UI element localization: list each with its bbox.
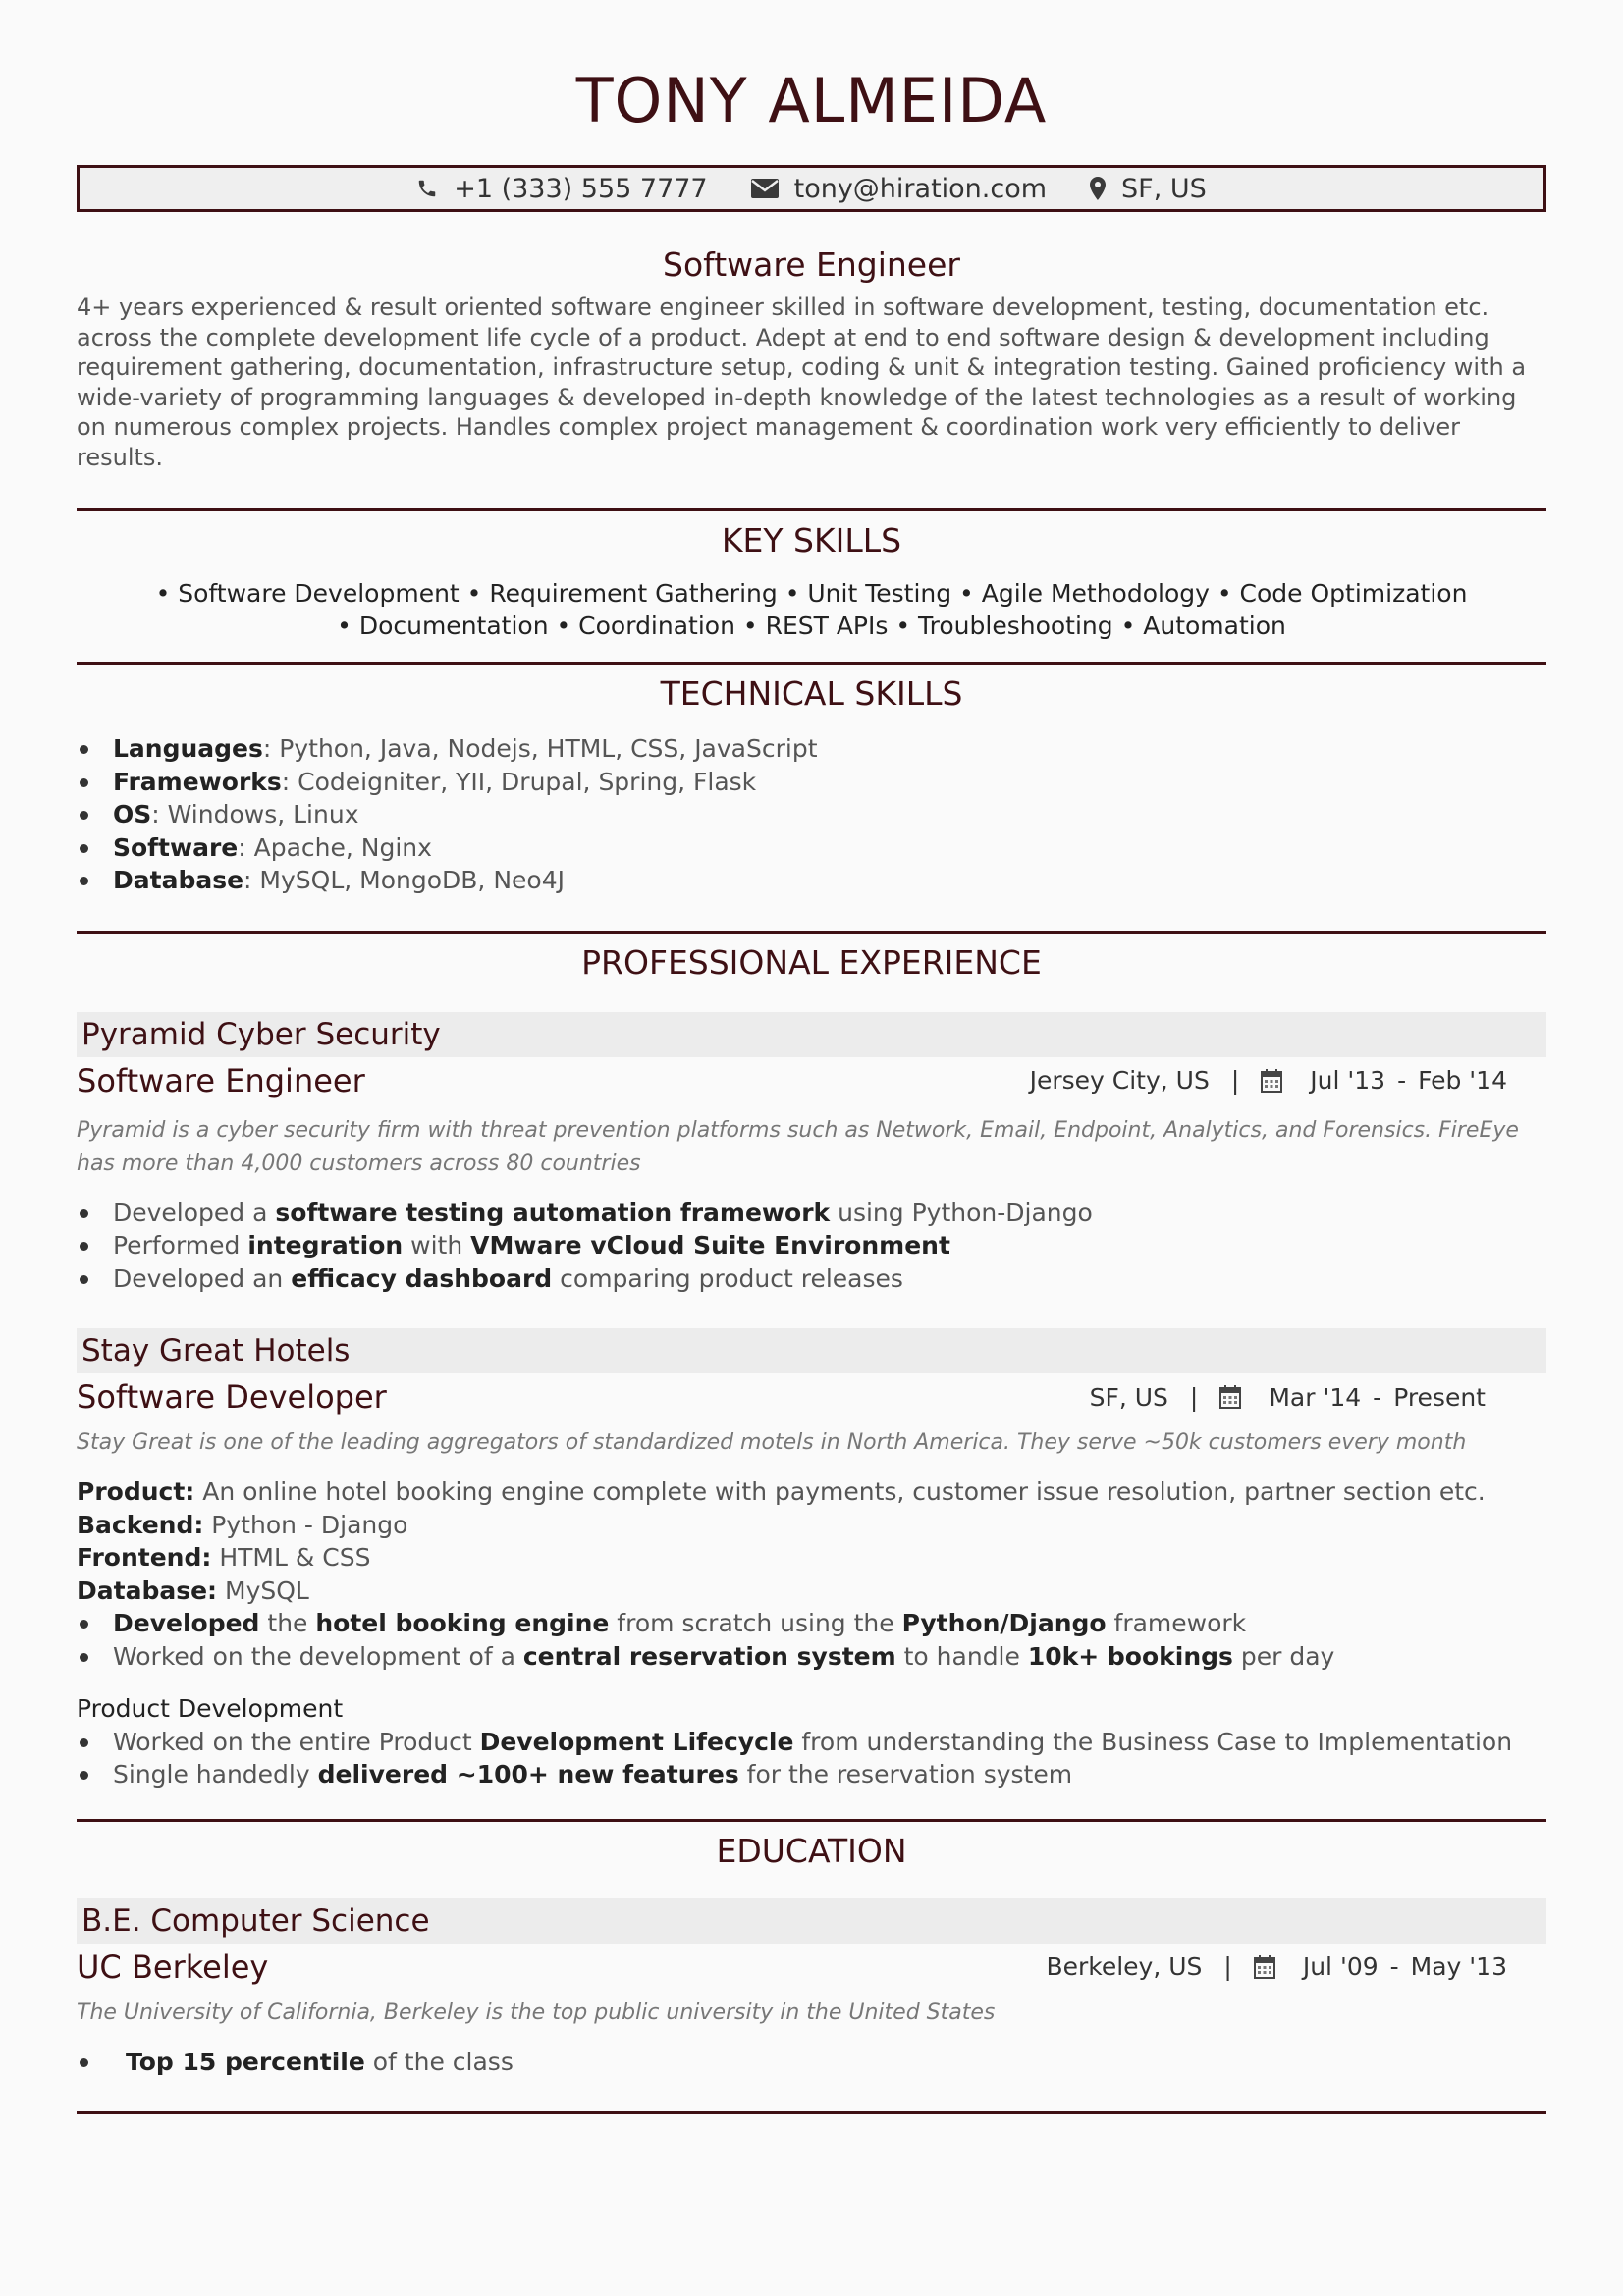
pipe-separator: | (1230, 1066, 1240, 1095)
section-divider (77, 508, 1546, 511)
list-item: Developed an efficacy dashboard comparing product releases (77, 1262, 1546, 1296)
pipe-separator: | (1189, 1382, 1199, 1412)
section-divider (77, 2111, 1546, 2114)
list-item: Single handedly delivered ~100+ new features for the reservation system (77, 1758, 1546, 1791)
contact-bar (77, 165, 1546, 212)
job-bullets (77, 1726, 1546, 1791)
role-row (77, 1057, 1546, 1104)
key-skills-list (77, 577, 1546, 642)
date-start: Mar '14 (1269, 1382, 1362, 1412)
section-divider (77, 931, 1546, 934)
key-skills-line: • Software Development • Requirement Gathering • Unit Testing • Agile Methodology • Code Optimization (155, 579, 1468, 608)
summary: 4+ years experienced & result oriented software engineer skilled in software development, testing, documentation etc. across the complete development life cycle of a product. Adept at end to end software design & development including requirement gathering, documentation, infrastructure setup, coding & unit & integration testing. Gained proficiency with a wide-variety of programming languages & developed in-depth knowledge of the latest technologies as a result of working on numerous complex projects. Handles complex project management & coordination work very efficiently to deliver results. (77, 294, 1527, 471)
section-divider (77, 1819, 1546, 1822)
detail-database: Database: MySQL (77, 1575, 309, 1605)
role-location: SF, US (1089, 1382, 1168, 1412)
school-location: Berkeley, US (1046, 1952, 1203, 1981)
envelope-icon (751, 179, 779, 198)
education-bullets (77, 2046, 1546, 2079)
date-end: May '13 (1410, 1952, 1507, 1981)
calendar-icon (1219, 1385, 1241, 1409)
company-bar: Pyramid Cyber Security (77, 1012, 1546, 1057)
job-bullets (77, 1197, 1546, 1296)
role-row (77, 1373, 1546, 1420)
pipe-separator: | (1223, 1952, 1232, 1981)
school-meta (1046, 1952, 1546, 1981)
technical-skills-list (77, 732, 1546, 897)
company-description: Pyramid is a cyber security firm with threat prevention platforms such as Network, Email, Endpoint, Analytics, and Forensics. FireEye has more than 4,000 customers across 80 countries (77, 1117, 1519, 1176)
list-item: OS: Windows, Linux (77, 798, 1546, 831)
date-start: Jul '13 (1310, 1066, 1386, 1095)
calendar-icon (1254, 1955, 1275, 1979)
list-item: Languages: Python, Java, Nodejs, HTML, CSS, JavaScript (77, 732, 1546, 766)
date-end: Present (1393, 1382, 1486, 1412)
map-marker-icon (1090, 177, 1106, 200)
technical-skills-title: TECHNICAL SKILLS (660, 674, 963, 713)
key-skills-line: • Documentation • Coordination • REST APIs • Troubleshooting • Automation (337, 612, 1286, 640)
key-skills-title: KEY SKILLS (721, 521, 902, 560)
role-title: Software Engineer (77, 1061, 365, 1099)
contact-location (1090, 174, 1207, 204)
date-start: Jul '09 (1302, 1952, 1379, 1981)
email-text: tony@hiration.com (793, 173, 1048, 204)
school-description: The University of California, Berkeley is the top public university in the United States (77, 2000, 996, 2025)
role-title: Software Developer (77, 1378, 387, 1415)
contact-phone (416, 174, 707, 204)
school-name: UC Berkeley (77, 1948, 269, 1986)
company-bar: Stay Great Hotels (77, 1328, 1546, 1373)
date-dash: - (1373, 1382, 1382, 1412)
job-bullets (77, 1607, 1546, 1673)
headline: Software Engineer (663, 245, 960, 284)
role-meta (1030, 1066, 1546, 1095)
location-text: SF, US (1121, 173, 1207, 204)
list-item: Software: Apache, Nginx (77, 831, 1546, 865)
company-description: Stay Great is one of the leading aggregators of standardized motels in North America. They serve ~50k customers every month (77, 1430, 1467, 1455)
list-item: Database: MySQL, MongoDB, Neo4J (77, 864, 1546, 897)
list-item: Top 15 percentile of the class (77, 2046, 1546, 2079)
phone-text: +1 (333) 555 7777 (454, 173, 708, 204)
list-item: Worked on the entire Product Development Lifecycle from understanding the Business Case to Implementation (77, 1726, 1546, 1759)
education-title: EDUCATION (716, 1831, 907, 1870)
section-divider (77, 662, 1546, 665)
list-item: Worked on the development of a central reservation system to handle 10k+ bookings per day (77, 1640, 1546, 1674)
role-location: Jersey City, US (1029, 1066, 1210, 1095)
date-dash: - (1389, 1952, 1399, 1981)
list-item: Developed a software testing automation framework using Python-Django (77, 1197, 1546, 1230)
list-item: Frameworks: Codeigniter, YII, Drupal, Spring, Flask (77, 766, 1546, 799)
candidate-name: TONY ALMEIDA (575, 65, 1048, 136)
date-dash: - (1397, 1066, 1407, 1095)
detail-backend: Backend: Python - Django (77, 1510, 408, 1539)
school-row (77, 1944, 1546, 1991)
list-item: Developed the hotel booking engine from scratch using the Python/Django framework (77, 1607, 1546, 1640)
phone-icon (416, 178, 438, 199)
detail-product: Product: An online hotel booking engine complete with payments, customer issue resolution, partner section etc. (77, 1477, 1486, 1506)
sub-heading: Product Development (77, 1694, 344, 1723)
experience-title: PROFESSIONAL EXPERIENCE (581, 942, 1042, 982)
detail-frontend: Frontend: HTML & CSS (77, 1543, 371, 1572)
project-details (77, 1475, 1546, 1607)
degree-bar: B.E. Computer Science (77, 1898, 1546, 1944)
date-end: Feb '14 (1418, 1066, 1507, 1095)
role-meta (1090, 1383, 1546, 1412)
calendar-icon (1261, 1069, 1282, 1093)
contact-email (751, 174, 1047, 204)
list-item: Performed integration with VMware vCloud Suite Environment (77, 1229, 1546, 1262)
